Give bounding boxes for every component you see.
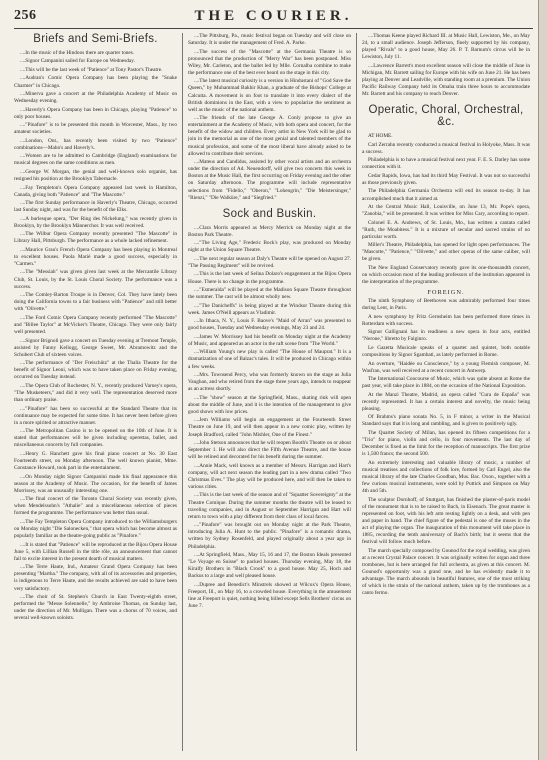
paragraph: ....The choir of St. Stephen's Church in East Twenty-eighth street, performed the "Messe Solennelle," by Ambroise Thomas, on Sunday last, under the direction of Mr. Mulligan. There was a chorus of 70 voices, and several well-known soloists. bbox=[14, 593, 177, 622]
paragraph: ....The Ford Comic Opera Company recently performed "The Mascotte" and "Billee Taylor" at McVicker's Theatre, Chicago. They were only fairly well presented. bbox=[14, 314, 177, 336]
paragraph: ....On Monday night Signor Campanini made his final appearance this season at the Academy of Music. The occasion, for the benefit of James Morrissey, was an unusually interesting one. bbox=[14, 473, 177, 494]
paragraph: ....In the music of the Hindoos there are quarter tones. bbox=[20, 50, 135, 56]
paragraph: ...."Pinafore" is to be presented this month in Worcester, Mass., by two amateur societies. bbox=[14, 122, 177, 136]
paragraph: ....Mrs. Townsend Percy, who was formerly known on the stage as Julia Vaughan, and who retired from the stage three years ago, intends to reappear as an actress shortly. bbox=[188, 372, 351, 393]
paragraph: ....The Metropolitan Casino is to be opened on the 10th of June. It is stated that performances will be given including operettas, ballet, and miscellaneous concerts by full companies. bbox=[14, 428, 177, 449]
paragraph: An extremely interesting and valuable library of music, a number of musical treatises and collections of folk lore, formed by Carl Engel, also the musical library of the late Charles Goodban, Mus. Bac. Oxon., together with a few curious musical instruments, were sold by Puttick and Simpson on May 4th and 5th. bbox=[362, 459, 530, 495]
paragraph: ....James W. Morrissey had his benefit on Monday night at the Academy of Music, and appeared as an actor in the raft scene from "The World." bbox=[188, 333, 351, 347]
paragraph: ....A burlesque opera, "Der Ring des Nickelung," was recently given in Brooklyn, by the Brooklyn Männerchor. It was well received. bbox=[14, 215, 177, 229]
foreign-subhead: FOREIGN. bbox=[427, 289, 465, 297]
paragraph: ....The success of the "Mascotte" at the Germania Theatre is so pronounced that the production of "Merry War" has been postponed. Miss Wiley, Mr. Carleton, and the ballet led by Mlle. Cornalba combine to make the performance one of the best ever heard on the stage in this city. bbox=[188, 48, 351, 76]
paragraph: ....The latest musical curiosity is a version in Hindustani of "God Save the Queen," by Muhammad Bakhir Khan, a graduate of the Bishops' College at Calcutta. A movement is on foot to translate it into every dialect of the British dominions in the East, with a view to popularize the sentiment as well as the music of the national anthem. bbox=[188, 78, 351, 113]
paragraph: Cedar Rapids, Iowa, has had its third May Festival. It was not so successful as those previously given. bbox=[362, 172, 530, 186]
paragraph: The march specially composed by Gounod for the royal wedding, was given at a recent Crystal Palace concert. It was originally written for organ and three trombones, but is here arranged for full orchestra, as given at this concert. M. Gounod's opportunity was a grand one, and he has evidently made it to advantage. The march abounds in beautiful features, one of the most striking of which is the strain of the national anthem, taken up by the trombones as a canto fermo. bbox=[362, 547, 530, 597]
paragraph: ....The next regular season at Daly's Theatre will be opened on August 27. "The Passing Regiment" will be revived. bbox=[188, 255, 351, 269]
paragraph: ....The performance of "Der Freischütz" at the Thalia Theatre for the benefit of Signor Leoni, which was to have taken place on Friday evening, occurred on Tuesday instead. bbox=[14, 360, 177, 381]
paragraph: ....John Stetson announces that he will reopen Booth's Theatre on or about September 1. He will also direct the Fifth Avenue Theatre, and the house will be relined and decorated for his benefit during the summer. bbox=[188, 440, 351, 461]
paragraph: The ninth Symphony of Beethoven was admirably performed four times during Lent, in Paris. bbox=[362, 298, 530, 312]
column-2 bbox=[188, 33, 351, 751]
paragraph: ....William Young's new play is called "The House of Mauprat." It is a dramatization of one of Balzac's tales. It will be produced in Chicago within a few weeks. bbox=[188, 349, 351, 370]
paragraph: The New England Conservatory recently gave its one-thousandth concert, on which occasion most of the leading professors of the institution appeared in the interpretation of the programme. bbox=[362, 264, 530, 286]
paragraph: ....The Pittsburg, Pa., music festival began on Tuesday and will close on Saturday. It is under the management of Fred. A. Parke. bbox=[188, 33, 351, 47]
paragraph: ....Jem Williams will begin an engagement at the Fourteenth Street Theatre on June 19, and will then appear in a new comic play, written by Joseph Bradford, called "John Mishler, One of the Finest." bbox=[188, 417, 351, 438]
page-number: 256 bbox=[14, 8, 37, 23]
paragraph: Of Brahms's piano sonata No. 5, in F minor, a writer in the Musical Standard says that it is long and rambling, and is given to positively ugly. bbox=[362, 414, 530, 428]
paragraph: ....Clara Morris appeared as Mercy Merrick on Monday night at the Boston Park Theatre. bbox=[188, 224, 351, 238]
paragraph: ....Signor Brignoli gave a concert on Tuesday evening at Tremont Temple, assisted by Fanny Kellogg, George Sweet, Mr. Abramowitz and the Schubert Club of sixteen voices. bbox=[14, 337, 177, 358]
paragraph: The sculptor Dornhoff, of Stuttgart, has finished the plaster-of-paris model of the monument that is to be raised to Bach, in Eisenach. The great master is represented on foot, with his left arm resting lightly on a desk, and with pen and paper in hand. The chief figure of the pedestal is one of the muses in the act of playing the organ. The inauguration of this monument will take place in 1885, recording the tenth anniversary of Bach's birth; but it seems that the festival will follow much before. bbox=[362, 496, 530, 546]
paragraph: ....In Ithaca, N. Y., Louis F. Baove's "Maid of Arran" was presented to good houses, Tuesday and Wednesday evenings, May 23 and 24. bbox=[188, 318, 351, 332]
news-list bbox=[362, 33, 530, 98]
paragraph: ....This is the last week of the season and of "Squatter Sovereignty" at the Theatre Comique. During the summer months the theatre will be leased to traveling companies, and in August or September Harrigan and Hart will return to town with a play different from their class of local farces. bbox=[188, 492, 351, 520]
paragraph: Philadelphia is to have a musical festival next year. F. E. S. Darley has some connection with it. bbox=[362, 157, 530, 171]
paragraph: ....Audran's Comic Opera Company has been playing the "Snake Charmer" in Chicago. bbox=[14, 75, 177, 89]
paragraph: ....The final concert of the Toronto Choral Society was recently given, when Mendelssohn's "Athalie" and a miscellaneous selection of pieces formed the programme. The performance was better than usual. bbox=[14, 496, 177, 517]
paragraph: At the Manzi Theatre, Madrid, an opera called "Cura de España" was recently represented. It has a certain interest and novelty, the music being pleasing. bbox=[362, 391, 530, 412]
column-divider bbox=[182, 33, 183, 751]
paragraph: ...."Pinafore" has been so successful at the Standard Theatre that its continuance may be expected for some time. It has never been before given in a more spirited or attractive manner. bbox=[14, 405, 177, 426]
paragraph: AT HOME. bbox=[368, 133, 393, 140]
page-edge bbox=[538, 0, 547, 760]
paragraph: The Philadelphia Germania Orchestra will end its season to-day. It has accomplished much that it aimed at. bbox=[362, 188, 530, 202]
paragraph: ...."Esmeralda" will be played at the Madison Square Theatre throughout the summer. The cast will be almost wholly new. bbox=[188, 287, 351, 301]
paragraph: ....Henry G. Hanchett gave his final piano concert at No. 30 East Fourteenth street, on Monday afternoon. The well known pianist, Mme. Constance Howard, took part in the entertainment. bbox=[14, 450, 177, 472]
section-title-briefs: Briefs and Semi-Briefs. bbox=[33, 33, 158, 45]
paragraph: The International Concourse of Music, which was quite absent at Rome the past year, will take place in 1884, on the occasion of the National Exposition. bbox=[362, 376, 530, 390]
paragraph: Colonel E. A. Andrews, of St. Louis, Mo., has written a cantata called "Ruth, the Moabitess." It is a mixture of secular and sacred strains of no particular worth. bbox=[362, 219, 530, 240]
paragraph: The Quartet Society of Milan, has opened its fifteen competitions for a "Trio" for piano, violin and cello, in four movements. The last day of December is fixed as the limit for the reception of manuscripts. The first prize is 1,500 francs; the second 500. bbox=[362, 429, 530, 458]
paragraph: At the Central Music Hall, Louisville, on June 13, Mr. Pope's opera, "Zanobia," will be presented. It was written for Miss Cary, according to report. bbox=[362, 204, 530, 218]
paragraph: ....Haverly's Opera Company has been in Chicago, playing "Patience" to only poor houses. bbox=[14, 106, 177, 120]
paragraph: Signor Gallignani has in readiness a new opera in four acts, entitled "Nerone," libretto by Falginro. bbox=[362, 329, 530, 343]
paragraph: ....At Springfield, Mass., May 15, 16 and 17, the Boston Ideals presented "Le Voyage en Suisse" to packed houses. Thursday evening, May 18, the Kiralfy Brothers in "Black Crook" to a good house. May 25, Hoch and Backus to a large and well pleased house. bbox=[188, 552, 351, 580]
paragraph: ....Women are to be admitted to Cambridge (England) examinations for musical degrees on the same conditions as men. bbox=[14, 153, 177, 167]
paragraph: ....George W. Morgan, the genial and well-known solo organist, has resigned his position at the Brooklyn Tabernacle. bbox=[14, 168, 177, 183]
paragraph: ...."Pinafore" was brought out on Monday night at the Park Theatre, introducing Julia A. Hunt to the public. "Pinafore" is a romantic drama, written by Sydney Rosenfeld, and played originally about a year ago in Philadelphia. bbox=[188, 522, 351, 550]
paragraph: ....The friends of the late George A. Conly propose to give an entertainment at the Academy of Music, with both opera and concert, for the benefit of the widow and children. Every artist in New York will be glad to join in the memorial as one of the most genial and talented members of the musical profession, and some of the most liberal have already asked to be allowed to contribute their services. bbox=[188, 115, 351, 157]
paragraph: ....The Wilbur Opera Company recently presented "The Mascotte" in Library Hall, Pittsburgh. The performance as a whole lacked refinement. bbox=[14, 231, 177, 245]
paragraph: A new symphony by Fritz Gernsheim has been performed three times in Rotterdam with success. bbox=[362, 313, 530, 327]
header-rule bbox=[14, 28, 533, 29]
paragraph: ....Signor Campanini sailed for Europe on Wednesday. bbox=[20, 58, 135, 65]
paragraph: ....Mateus and Candidus, assisted by other vocal artists and an orchestra under the direction of Ad. Neuendorff, will give two concerts this week in Boston at the Music Hall, the first occurring on Friday evening and the other on Saturday afternoon. The programme will include representative selections from "Fidelio," "Oberon," "Lohengrin," "Die Meistersinger," "Rienzi," "Die Walküre," and "Siegfried." bbox=[188, 159, 351, 201]
paragraph: ....The "Messiah" was given given last week at the Mercantile Library Club, St. Louis, by the St. Louis Choral Society. The performance was a success. bbox=[14, 269, 177, 290]
paragraph: ....This will be the last week of "Patience" at Tony Pastor's Theatre. bbox=[20, 66, 163, 73]
section-title-sock-and-buskin: Sock and Buskin. bbox=[222, 207, 317, 220]
paragraph: ....Annie Mack, well known as a member of Messrs. Harrigan and Hart's company, will act next season the leading part in a new drama called "Two Christmas Eves." The play will be produced here, and will then be taken to various cities. bbox=[188, 462, 351, 490]
paragraph: ....The "show" season at the Springfield, Mass., skating rink will open about the middle of June, and it is the intention of the management to give good shows with low prices. bbox=[188, 394, 351, 415]
paragraph: ....It is stated that "Patience" will be reproduced at the Bijou Opera House June 5, with Lillian Russell in the title rôle, an announcement that cannot fail to excite interest in the present dearth of musical matters. bbox=[14, 541, 177, 562]
paragraph: ....Dupree and Benedict's Minstrels showed at Wilcox's Opera House, Freeport, Ill., on May 16, to a crowded house. Everything in the amusement line at Freeport is quiet, nothing being billed except Sells Brothers' circus on June 7. bbox=[188, 581, 351, 610]
paragraph: ....Fay Templeton's Opera Company appeared last week in Hamilton, Canada, giving both "Patience" and "The Mascotte." bbox=[14, 184, 177, 198]
paragraph: ...."The Living Age," Frederic Bock's play, was produced on Monday night at the Union Square Theatre. bbox=[188, 240, 351, 254]
column-3 bbox=[362, 33, 530, 751]
briefs-list bbox=[14, 50, 177, 622]
paragraph: Miller's Theatre, Philadelphia, has opened for light open performances. The "Mascotte," "Patience," "Olivette," and other operas of the same caliber, will be given. bbox=[362, 242, 530, 263]
news-list bbox=[188, 33, 351, 202]
column-1 bbox=[14, 33, 177, 751]
paragraph: ....Maurice Grau's French Opera Company has been playing in Montreal to excellent houses. Paola Marié made a good success, especially in "Carmen." bbox=[14, 246, 177, 267]
paragraph: ....London, Ont., has recently been visited by two "Patience" combinations—Mahn's and Haverly's. bbox=[14, 137, 177, 151]
paragraph: ...."The Danicheffs" is being played at the Windsor Theatre during this week. James O'Neill appears as Vladimir. bbox=[188, 302, 351, 316]
paragraph: ....The Comley-Barton Troupe is in Denver, Col. They have lately been doing the California towns to a fair business with "Patience" and still better with "Olivette." bbox=[14, 292, 177, 313]
paragraph: An overture, "Haidée ou Conscience," by a young Flemish composer, M. Wasfran, was well received at a recent concert in Antwerp. bbox=[362, 360, 530, 374]
masthead: THE COURIER. bbox=[194, 8, 353, 24]
section-title-operatic: Operatic, Choral, Orchestral, &c. bbox=[368, 104, 524, 129]
paragraph: ....The Fay Templeton Opera Company introduced to the Williamsburgers on Monday night "Die Salonecken," that opera which has become almost as popularly familiar as the theatre-going public as "Pinafore." bbox=[14, 518, 177, 540]
paragraph: ....Lawrence Barrett's most excellent season will close the middle of June in Michigan, Mr. Barrett sailing for Europe with his wife on June 21. He has been playing at Denver and Leadville, with standing room at a premium. The Union Pacific Railway Company held its Omaha train three hours to accommodate Mr. Barrett and his company to reach Denver. bbox=[362, 62, 530, 98]
paragraph: ....The Opera Club of Rochester, N. Y., recently produced Varney's opera, "The Musketeers," and did it very well. The representation deserved more than ordinary praise. bbox=[14, 382, 177, 404]
paragraph: ....The first Sunday performance in Haverly's Theatre, Chicago, occurred last Sunday night, and was for the benefit of the Elks. bbox=[14, 200, 177, 214]
page-header bbox=[14, 8, 533, 26]
paragraph: Le Gazetta Musicale speaks of a quartet and quintet, both notable compositions by Signor Sgambati, as lately performed in Rome. bbox=[362, 344, 530, 359]
foreign-list bbox=[362, 298, 530, 597]
paragraph: ....This is the last week of Selina Dolaro's engagement at the Bijou Opera House. There is no change in the programme. bbox=[188, 271, 351, 285]
paragraph: ....Minerva gave a concert at the Philadelphia Academy of Music on Wednesday evening. bbox=[14, 91, 177, 105]
paragraph: ....The Terre Haute, Ind., Amateur Grand Opera Company has been presenting "Martha." The company, with all of its accessories and properties, is indigenous to Terre Haute, and the results achieved are said to have been very satisfactory. bbox=[14, 564, 177, 592]
at-home-list bbox=[362, 133, 530, 286]
paragraph: ....Thomas Keene played Richard III. at Music Hall, Lewiston, Me., on May 24, to a small audience. Joseph Jefferson, finely supported by his company, played "Rivals" to a good house, May 26. P. T. Barnum's circus will be in Lewiston, July 11. bbox=[362, 33, 530, 61]
sock-and-buskin-list bbox=[188, 225, 351, 610]
column-divider bbox=[356, 33, 357, 751]
paragraph: Carl Zerrahn recently conducted a musical festival in Holyoke, Mass. It was a success. bbox=[362, 141, 530, 155]
